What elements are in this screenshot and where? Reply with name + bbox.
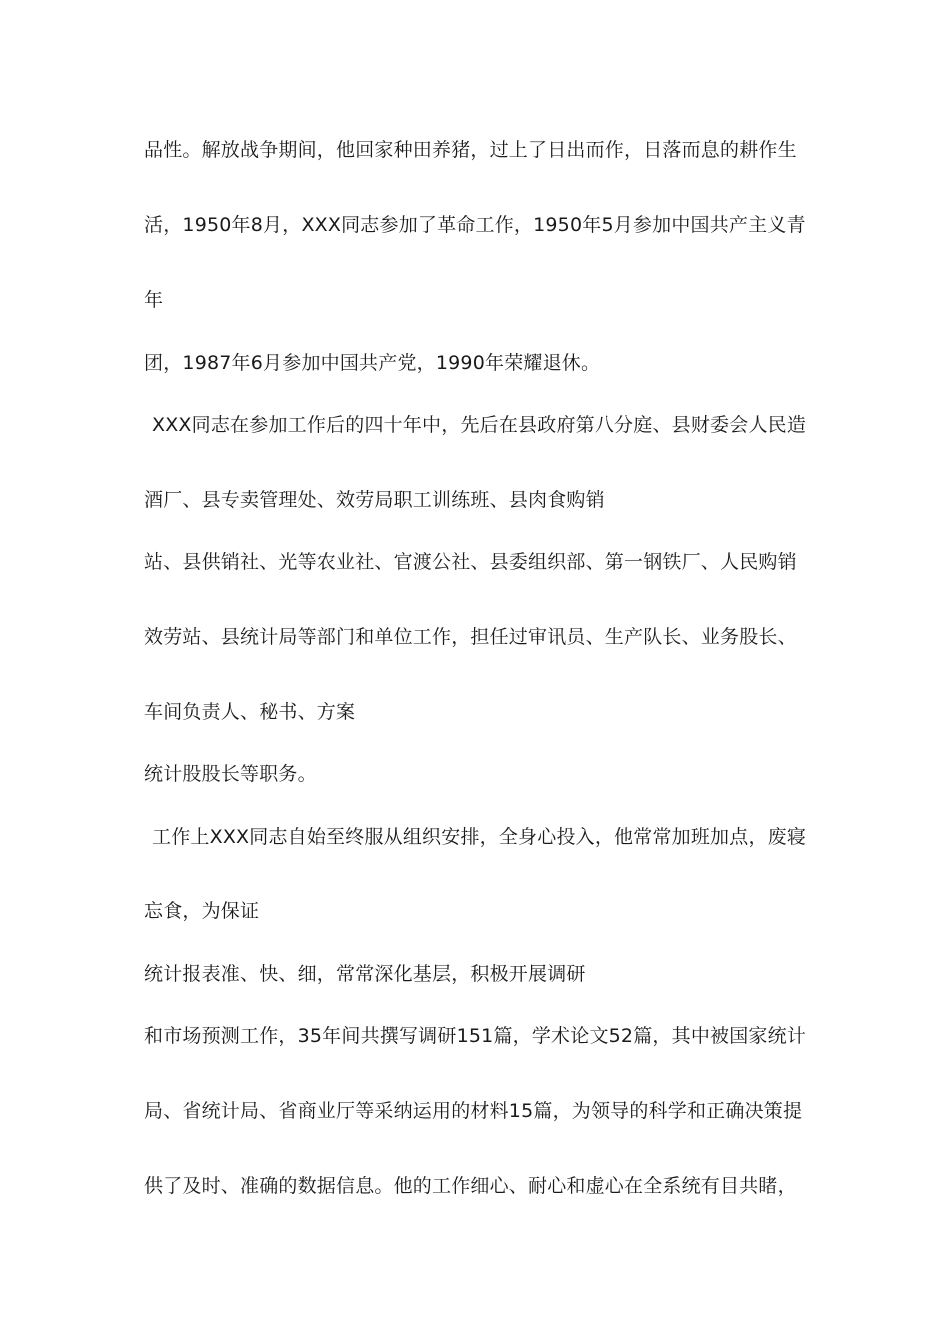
text-line: 站、县供销社、光等农业社、官渡公社、县委组织部、第一钢铁厂、人民购销 <box>144 551 797 573</box>
text-line: 年 <box>144 289 164 311</box>
text-line: 统计股股长等职务。 <box>144 763 317 785</box>
text-line: 品性。解放战争期间，他回家种田养猪，过上了日出而作，日落而息的耕作生 <box>144 139 797 161</box>
text-line: 团，1987年6月参加中国共产党，1990年荣耀退休。 <box>144 352 601 374</box>
text-line: 酒厂、县专卖管理处、效劳局职工训练班、县肉食购销 <box>144 489 605 511</box>
paragraph-start-line: 工作上XXX同志自始至终服从组织安排，全身心投入，他常常加班加点，废寝 <box>152 826 807 848</box>
text-line: 忘食，为保证 <box>144 900 260 922</box>
text-line: 和市场预测工作，35年间共撰写调研151篇，学术论文52篇，其中被国家统计 <box>144 1025 807 1047</box>
text-line: 局、省统计局、省商业厅等采纳运用的材料15篇，为领导的科学和正确决策提 <box>144 1100 803 1122</box>
text-line: 供了及时、准确的数据信息。他的工作细心、耐心和虚心在全系统有目共睹， <box>144 1175 797 1197</box>
paragraph-start-line: XXX同志在参加工作后的四十年中，先后在县政府第八分庭、县财委会人民造 <box>152 414 807 436</box>
text-line: 活，1950年8月，XXX同志参加了革命工作，1950年5月参加中国共产主义青 <box>144 214 806 236</box>
text-line: 车间负责人、秘书、方案 <box>144 701 356 723</box>
text-line: 效劳站、县统计局等部门和单位工作，担任过审讯员、生产队长、业务股长、 <box>144 626 797 648</box>
text-line: 统计报表准、快、细，常常深化基层，积极开展调研 <box>144 963 586 985</box>
